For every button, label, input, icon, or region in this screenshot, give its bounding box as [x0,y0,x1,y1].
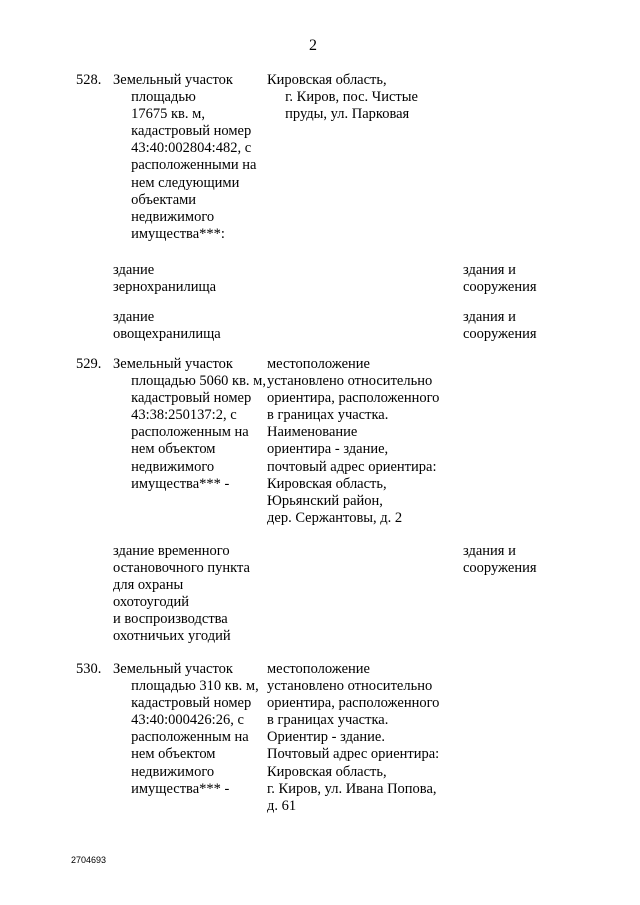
entry-description: Земельный участок площадью 17675 кв. м, кадастровый номер 43:40:002804:482, с расположенными на нем следующими объектами недвижимого имущества***: [113,72,257,242]
entry-number: 528. [76,72,102,88]
entry-location: Кировская область, г. Киров, пос. Чистые пруды, ул. Парковая [267,72,418,123]
sub-item-name: здание овощехранилища [113,309,221,343]
sub-item-type: здания и сооружения [463,262,537,296]
entry-location: местоположение установлено относительно ориентира, расположенного в границах участка. Ориентир - здание. Почтовый адрес ориентира: Кировская область, г. Киров, ул. Ивана Попова, д. 61 [267,661,440,814]
page-number: 2 [309,37,317,54]
entry-description: Земельный участок площадью 5060 кв. м, кадастровый номер 43:38:250137:2, с расположенным на нем объектом недвижимого имущества*** - [113,356,266,492]
footer-code: 2704693 [71,855,107,865]
entry-number: 530. [76,661,102,677]
sub-item-name: здание временного остановочного пункта для охраны охотоугодий и воспроизводства охотничьих угодий [113,543,250,645]
sub-item-name: здание зернохранилища [113,262,217,296]
sub-item-type: здания и сооружения [463,309,537,343]
sub-item-type: здания и сооружения [463,543,537,577]
entry-number: 529. [76,356,102,372]
entry-description: Земельный участок площадью 310 кв. м, кадастровый номер 43:40:000426:26, с расположенным на нем объектом недвижимого имущества*** - [113,661,259,797]
entry-location: местоположение установлено относительно ориентира, расположенного в границах участка. Наименование ориентира - здание, почтовый адрес ориентира: Кировская область, Юрьянский район, дер. Сержантовы, д. 2 [267,356,440,526]
